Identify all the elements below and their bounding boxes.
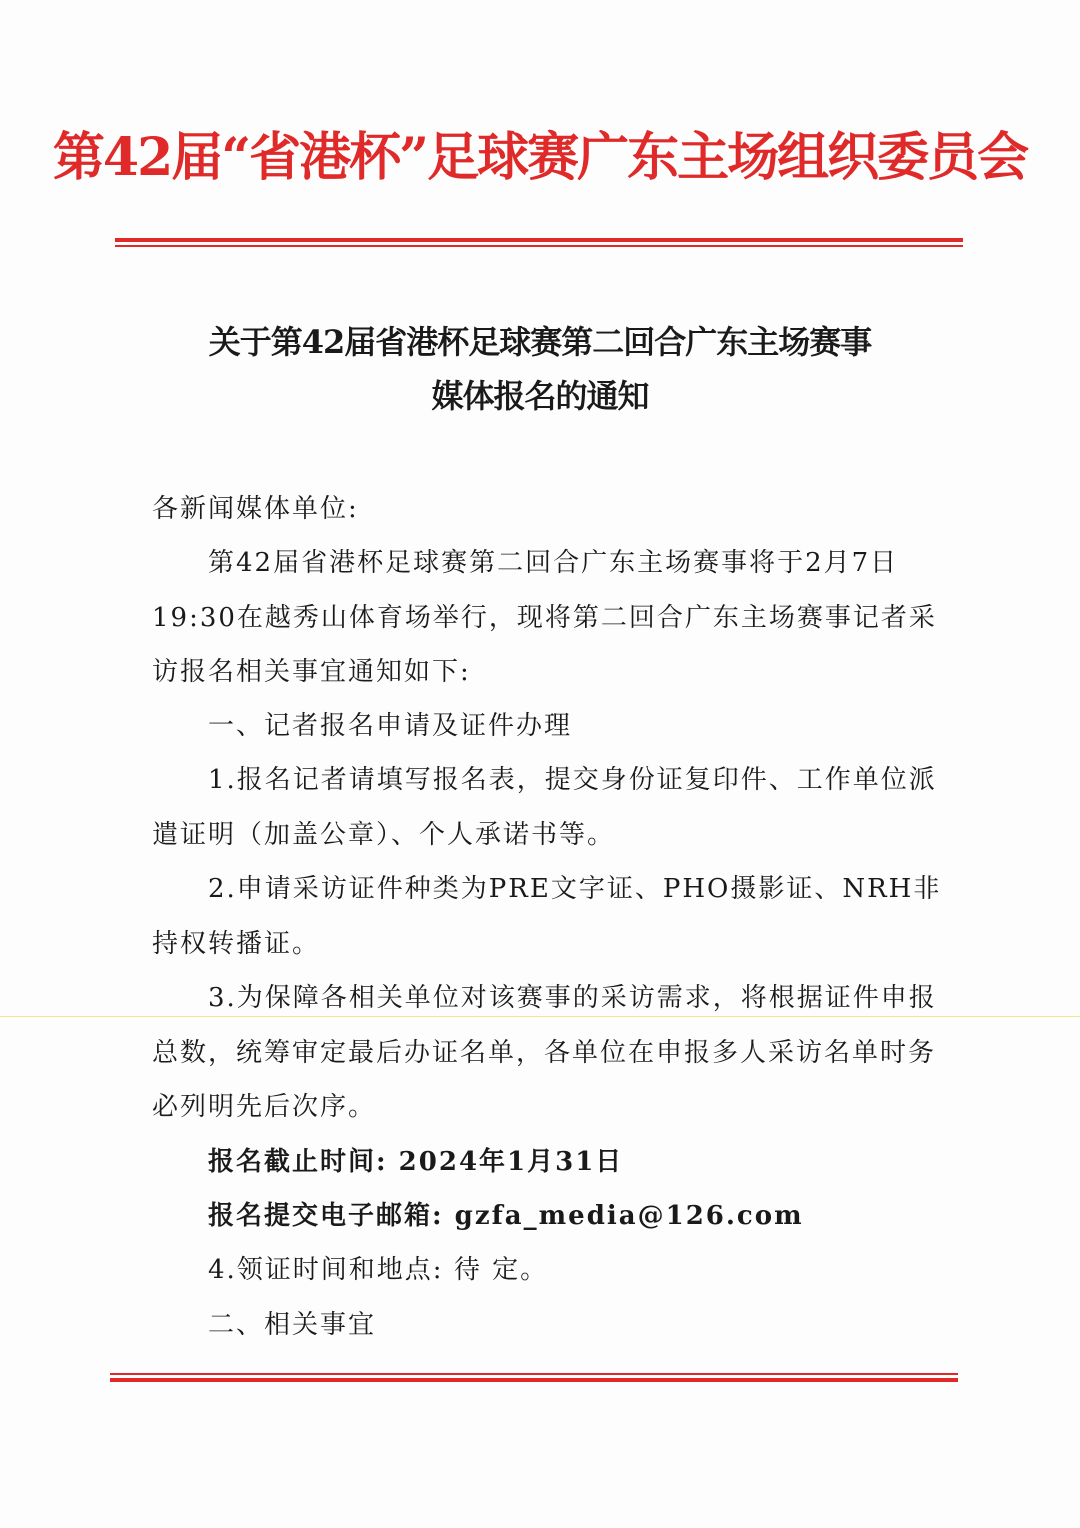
section-1-heading bbox=[152, 699, 952, 754]
item-4-text: 4.领证时间和地点: 待 定。 bbox=[208, 1255, 549, 1285]
header-red-rule-thick bbox=[115, 238, 963, 242]
section-2-heading-text: 二、相关事宜 bbox=[208, 1310, 377, 1340]
item-2-line: 2.申请采访证件种类为PRE文字证、PHO摄影证、NRH非 bbox=[208, 874, 942, 904]
registration-email bbox=[152, 1189, 952, 1244]
footer-red-rule-thick bbox=[110, 1378, 958, 1382]
item-1-line: 1.报名记者请填写报名表，提交身份证复印件、工作单位派 bbox=[208, 765, 937, 795]
footer-red-rule-thin bbox=[110, 1373, 958, 1375]
registration-deadline bbox=[152, 1135, 952, 1190]
item-4-paragraph bbox=[152, 1243, 952, 1298]
salutation bbox=[152, 482, 952, 537]
item-1-line: 遣证明（加盖公章）、个人承诺书等。 bbox=[152, 819, 616, 850]
organization-header-title: 第42届“省港杯”足球赛广东主场组织委员会 bbox=[52, 127, 1028, 188]
item-3-line: 3.为保障各相关单位对该赛事的采访需求，将根据证件申报 bbox=[208, 983, 937, 1013]
deadline-value: 2024年1月31日 bbox=[398, 1147, 624, 1177]
item-2-paragraph bbox=[152, 862, 952, 971]
section-2-heading bbox=[152, 1298, 952, 1353]
intro-line: 访报名相关事宜通知如下: bbox=[152, 657, 471, 687]
item-3-line: 总数，统筹审定最后办证名单，各单位在申报多人采访名单时务 bbox=[152, 1037, 937, 1068]
intro-line: 19:30在越秀山体育场举行，现将第二回合广东主场赛事记者采 bbox=[152, 602, 937, 633]
salutation-text: 各新闻媒体单位: bbox=[152, 494, 359, 524]
item-3-line: 必列明先后次序。 bbox=[152, 1092, 377, 1122]
intro-paragraph bbox=[152, 536, 952, 700]
section-1-heading-text: 一、记者报名申请及证件办理 bbox=[208, 711, 573, 741]
intro-line: 第42届省港杯足球赛第二回合广东主场赛事将于2月7日 bbox=[208, 548, 899, 578]
item-3-paragraph bbox=[152, 971, 952, 1135]
email-value: gzfa_media@126.com bbox=[454, 1201, 804, 1231]
email-label: 报名提交电子邮箱: bbox=[208, 1201, 444, 1231]
header-red-rule-thin bbox=[115, 245, 963, 247]
item-2-line: 持权转播证。 bbox=[152, 928, 321, 959]
notice-title-line-1: 关于第42届省港杯足球赛第二回合广东主场赛事 bbox=[208, 323, 872, 361]
notice-title-line-2: 媒体报名的通知 bbox=[431, 377, 649, 415]
deadline-label: 报名截止时间: bbox=[208, 1147, 388, 1177]
item-1-paragraph bbox=[152, 753, 952, 862]
